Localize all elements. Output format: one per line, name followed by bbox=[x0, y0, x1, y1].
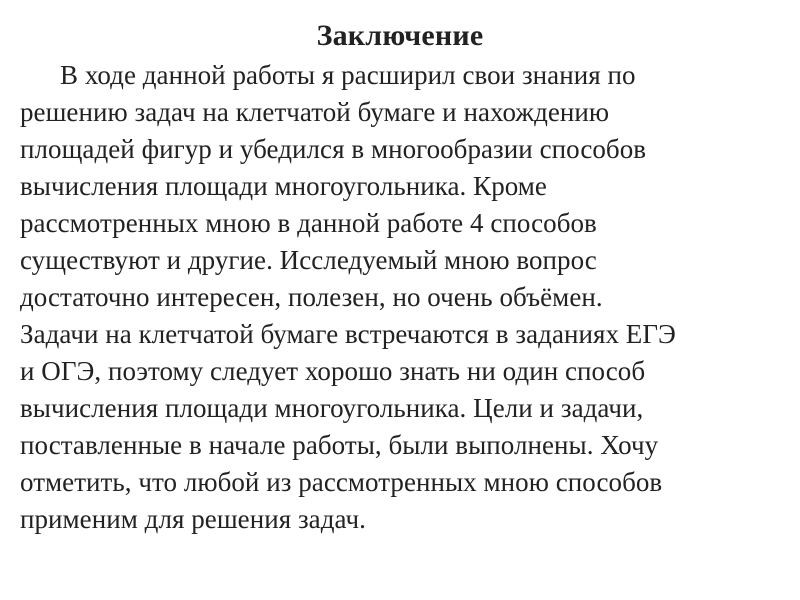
paragraph-line: применим для решения задач. bbox=[20, 504, 366, 534]
paragraph-line: и ОГЭ, поэтому следует хорошо знать ни один способ bbox=[20, 356, 646, 386]
paragraph-line: В ходе данной работы я расширил свои знания по bbox=[60, 60, 636, 90]
paragraph-line: отметить, что любой из рассмотренных мною способов bbox=[20, 467, 663, 497]
paragraph-line: Задачи на клетчатой бумаге встречаются в заданиях ЕГЭ bbox=[20, 319, 676, 349]
paragraph-line: решению задач на клетчатой бумаге и нахождению bbox=[20, 97, 610, 127]
paragraph-line: вычисления площади многоугольника. Цели и задачи, bbox=[20, 393, 644, 423]
slide-title: Заключение bbox=[316, 19, 484, 52]
paragraph-line: достаточно интересен, полезен, но очень объёмен. bbox=[20, 282, 603, 312]
paragraph-line: существуют и другие. Исследуемый мною вопрос bbox=[20, 245, 597, 275]
paragraph-line: площадей фигур и убедился в многообразии способов bbox=[20, 134, 647, 164]
paragraph-line: вычисления площади многоугольника. Кроме bbox=[20, 171, 547, 201]
paragraph-line: рассмотренных мною в данной работе 4 способов bbox=[20, 208, 597, 238]
conclusion-paragraph bbox=[20, 57, 782, 538]
paragraph-line: поставленные в начале работы, были выполнены. Хочу bbox=[20, 430, 659, 460]
